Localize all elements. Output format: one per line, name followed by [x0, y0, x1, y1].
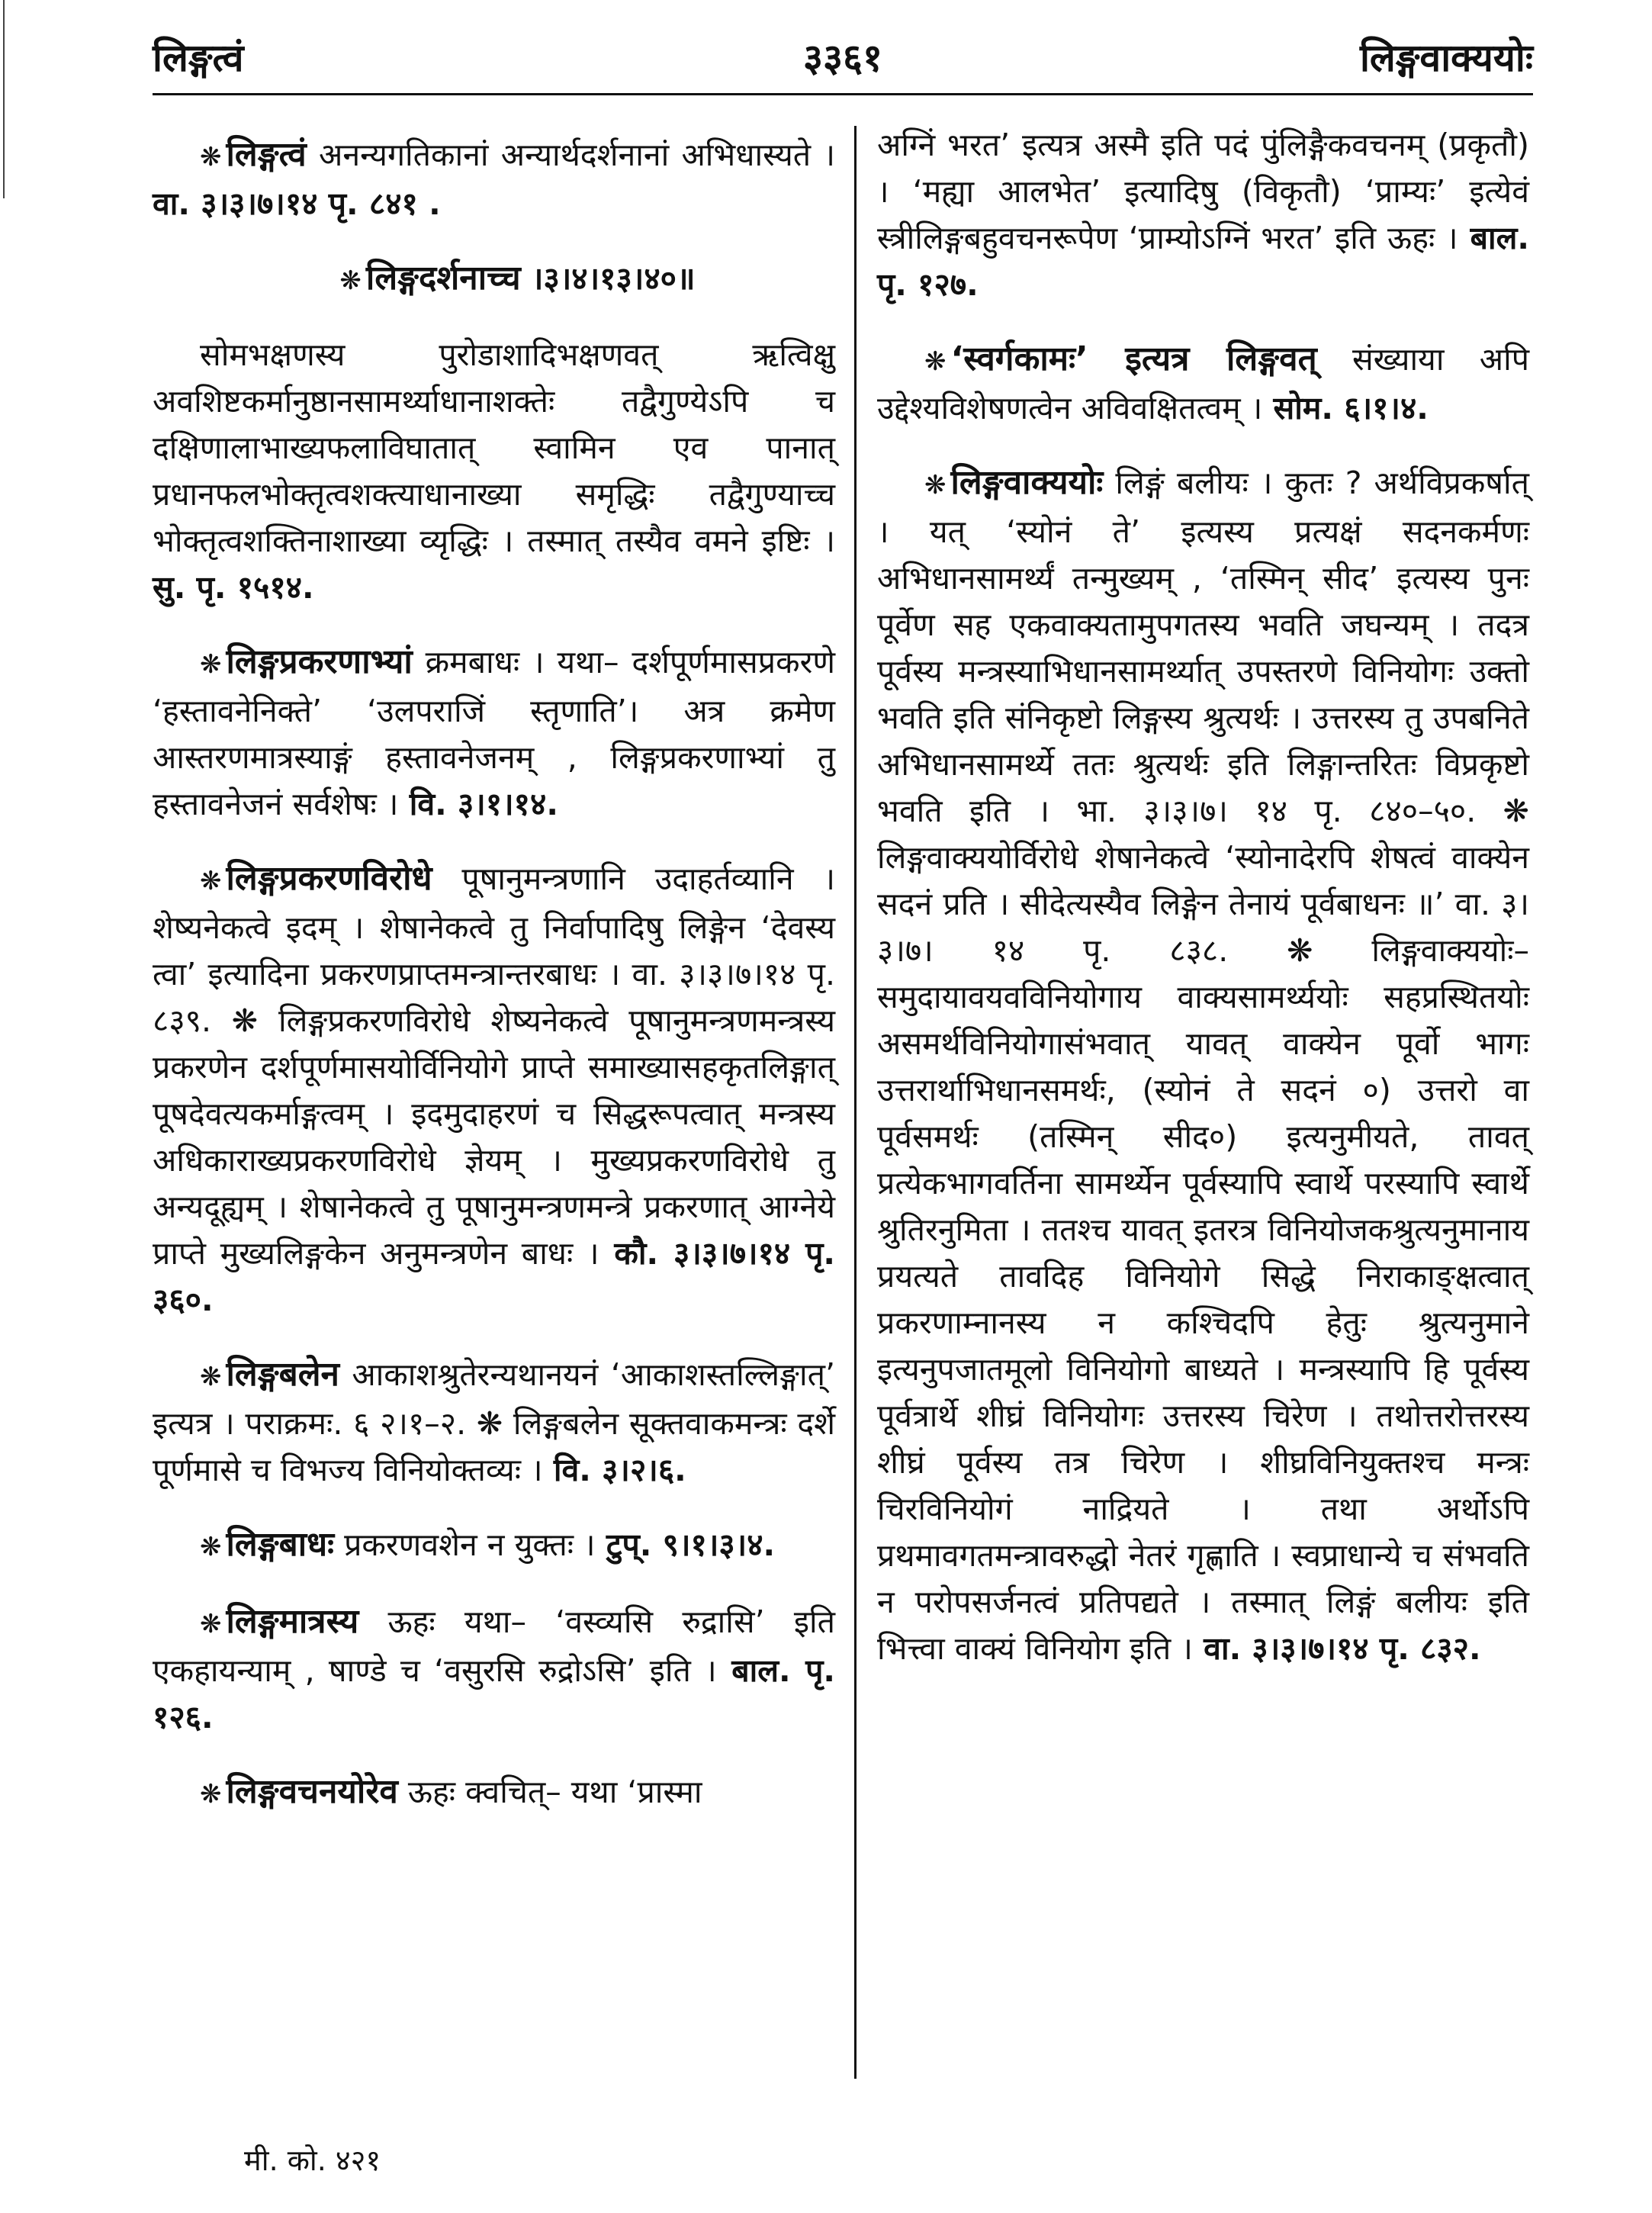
- entry-text: ऊहः यथा– ‘वस्व्यसि रुद्रासि’ इति एकहायन्याम् , षाण्डे च ‘वसुरसि रुद्रोऽसि’ इति ।: [153, 1603, 835, 1689]
- entry-star-icon: ❋: [200, 1532, 222, 1562]
- entry-star-icon: ❋: [200, 1609, 222, 1639]
- entry-text: आकाशश्रुतेरन्यथानयनं ‘आकाशस्तल्लिङ्गात्’ इत्यत्र । पराक्रमः. ६ २।१–२. ❋ लिङ्गबलेन सूक्तवाकमन्त्रः दर्शे पूर्णमासे च विभज्य विनियोक्तव्यः ।: [153, 1356, 835, 1488]
- entry-reference: वा. ३।३।७।१४ पृ. ८३२.: [1192, 1630, 1481, 1667]
- entry-headword: लिङ्गमात्रस्य: [226, 1602, 359, 1641]
- dictionary-entry: [153, 855, 835, 1324]
- dictionary-entry: [153, 131, 835, 227]
- entry-headword: लिङ्गदर्शनाच्च: [365, 259, 521, 298]
- dictionary-entry: [877, 122, 1529, 308]
- entry-text: लिङ्गं बलीयः । कुतः ? अर्थविप्रकर्षात् । यत् ‘स्योनं ते’ इत्यस्य प्रत्यक्षं सदनकर्मणः अभिधानसामर्थ्यं तन्मुख्यम् , ‘तस्मिन् सीद’ इत्यस्य पुनः पूर्वेण सह एकवाक्यतामुपगतस्य भवति जघन्यम् । तदत्र पूर्वस्य मन्त्रस्याभिधानसामर्थ्यात् उपस्तरणे विनियोगः उक्तो भवति इति संनिकृष्टो लिङ्गस्य श्रुत्यर्थः । उत्तरस्य तु उपबनिते अभिधानसामर्थ्ये ततः श्रुत्यर्थः इति लिङ्गान्तरितः विप्रकृष्टो भवति इति । भा. ३।३।७। १४ पृ. ८४०–५०. ❋ लिङ्गवाक्ययोर्विरोधे शेषानेकत्वे ‘स्योनादेरपि शेषत्वं वाक्येन सदनं प्रति । सीदेत्यस्यैव लिङ्गेन तेनायं पूर्वबाधनः ॥’ वा. ३।३।७। १४ पृ. ८३८. ❋ लिङ्गवाक्ययोः– समुदायावयवविनियोगाय वाक्यसामर्थ्ययोः सहप्रस्थितयोः असमर्थविनियोगासंभवात् यावत् वाक्येन पूर्वो भागः उत्तरार्थाभिधानसमर्थः, (स्योनं ते सदनं ०) उत्तरो वा पूर्वसमर्थः (तस्मिन् सीद०) इत्यनुमीयते, तावत् प्रत्येकभागवर्तिना सामर्थ्येन पूर्वस्यापि स्वार्थे परस्यापि स्वार्थे श्रुतिरनुमिता । ततश्च यावत् इतरत्र विनियोजकश्रुत्यनुमानाय प्रयत्यते तावदिह विनियोगे सिद्धे निराकाङ्क्षत्वात् प्रकरणाम्नानस्य न कश्चिदपि हेतुः श्रुत्यनुमाने इत्यनुपजातमूलो विनियोगो बाध्यते । मन्त्रस्यापि हि पूर्वस्य पूर्वत्रार्थे शीघ्रं विनियोगः उत्तरस्य चिरेण । तथोत्तरोत्तरस्य शीघ्रं पूर्वस्य तत्र चिरेण । शीघ्रविनियुक्तश्च मन्त्रः चिरविनियोगं नाद्रियते । तथा अर्थोऽपि प्रथमावगतमन्त्रावरुद्धो नेतरं गृह्णाति । स्वप्राधान्ये च संभवति न परोपसर्जनत्वं प्रतिपद्यते । तस्मात् लिङ्गं बलीयः इति भित्त्वा वाक्यं विनियोग इति ।: [877, 465, 1529, 1667]
- entry-reference: ।३।४।१३।४०॥: [520, 260, 696, 297]
- entry-reference: टुप्. ९।१।३।४.: [595, 1526, 776, 1563]
- entry-reference: वि. ३।२।६.: [542, 1452, 686, 1488]
- header-left-guideword: लिङ्गत्वं: [153, 36, 244, 80]
- entry-headword: लिङ्गवचनयोरेव: [226, 1772, 398, 1811]
- entry-text: अनन्यगतिकानां अन्यार्थदर्शनानां अभिधास्यते ।: [306, 137, 835, 173]
- entry-star-icon: ❋: [200, 142, 222, 172]
- entry-star-icon: ❋: [200, 1779, 222, 1809]
- entry-star-icon: ❋: [924, 346, 947, 377]
- entry-text: संख्याया अपि उद्देश्यविशेषणत्वेन अविवक्षितत्वम् ।: [877, 341, 1529, 426]
- entry-headword: लिङ्गप्रकरणाभ्यां: [226, 642, 413, 681]
- left-column: [153, 131, 835, 1845]
- entry-headword: ‘स्वर्गकामः’ इत्यत्र लिङ्गवत्: [950, 339, 1317, 378]
- entry-star-icon: ❋: [200, 649, 222, 680]
- dictionary-entry: [877, 459, 1529, 1672]
- dictionary-entry: [153, 332, 835, 611]
- entry-text: प्रकरणवशेन न युक्तः ।: [334, 1526, 596, 1563]
- dictionary-entry: [153, 255, 835, 304]
- dictionary-entry: [153, 638, 835, 828]
- entry-headword: लिङ्गबलेन: [226, 1355, 339, 1394]
- dictionary-entry: [153, 1598, 835, 1741]
- entry-text: ऊहः क्वचित्– यथा ‘प्रास्मा: [397, 1774, 702, 1810]
- entry-reference: बाल. पृ. १२७.: [877, 220, 1529, 303]
- entry-text: अग्निं भरत’ इत्यत्र अस्मै इति पदं पुंलिङ्गैकवचनम् (प्रकृतौ) । ‘मह्या आलभेत’ इत्यादिषु (विकृतौ) ‘प्राम्यः’ इत्येवं स्त्रीलिङ्गबहुवचनरूपेण ‘प्राम्योऽग्निं भरत’ इति ऊहः ।: [877, 127, 1529, 256]
- column-divider: [854, 126, 857, 2079]
- entry-star-icon: ❋: [924, 470, 947, 500]
- entry-headword: लिङ्गप्रकरणविरोधे: [226, 859, 432, 898]
- entry-text: क्रमबाधः । यथा– दर्शपूर्णमासप्रकरणे ‘हस्तावनेनिक्ते’ ‘उलपराजिं स्तृणाति’। अत्र क्रमेण आस्तरणमात्रस्याङ्गं हस्तावनेजनम् , लिङ्गप्रकरणाभ्यां तु हस्तावनेजनं सर्वशेषः ।: [153, 644, 835, 822]
- entry-reference: वि. ३।१।१४.: [398, 786, 558, 822]
- entry-star-icon: ❋: [339, 265, 362, 296]
- dictionary-entry: [877, 336, 1529, 432]
- entry-reference: बाल. पृ. १२६.: [153, 1652, 835, 1735]
- entry-text: सोमभक्षणस्य पुरोडाशादिभक्षणवत् ऋत्विक्षु अवशिष्टकर्मानुष्ठानसामर्थ्याधानाशक्तेः तद्वैगुण्येऽपि च दक्षिणालाभाख्यफलाविघातात् स्वामिन एव पानात् प्रधानफलभोक्तृत्वशक्त्याधानाख्या समृद्धिः तद्वैगुण्याच्च भोक्तृत्वशक्तिनाशाख्या व्यृद्धिः । तस्मात् तस्यैव वमने इष्टिः ।: [153, 336, 835, 559]
- scan-edge-mark: [3, 0, 5, 198]
- page-header: [153, 23, 1533, 92]
- header-rule: [153, 93, 1533, 95]
- dictionary-entry: [153, 1351, 835, 1494]
- entry-star-icon: ❋: [200, 1362, 222, 1392]
- entry-reference: सोम. ६।१।४.: [1262, 390, 1429, 426]
- dictionary-entry: [153, 1768, 835, 1818]
- entry-reference: सु. पृ. १५१४.: [153, 569, 314, 606]
- entry-reference: कौ. ३।३।७।१४ पृ. ३६०.: [153, 1235, 835, 1318]
- dictionary-entry: [153, 1521, 835, 1571]
- entry-star-icon: ❋: [200, 866, 222, 896]
- entry-headword: लिङ्गवाक्ययोः: [950, 463, 1104, 502]
- page-footer: मी. को. ४२१: [244, 2144, 381, 2177]
- right-column: [877, 122, 1529, 1700]
- entry-text: पूषानुमन्त्रणानि उदाहर्तव्यानि । शेष्यनेकत्वे इदम् । शेषानेकत्वे तु निर्वापादिषु लिङ्गेन ‘देवस्य त्वा’ इत्यादिना प्रकरणप्राप्तमन्त्रान्तरबाधः । वा. ३।३।७।१४ पृ. ८३९. ❋ लिङ्गप्रकरणविरोधे शेष्यनेकत्वे पूषानुमन्त्रणमन्त्रस्य प्रकरणेन दर्शपूर्णमासयोर्विनियोगे प्राप्ते समाख्यासहकृतलिङ्गात् पूषदेवत्यकर्माङ्गत्वम् । इदमुदाहरणं च सिद्धरूपत्वात् मन्त्रस्य अधिकाराख्यप्रकरणविरोधे ज्ञेयम् । मुख्यप्रकरणविरोधे तु अन्यदूह्यम् । शेषानेकत्वे तु पूषानुमन्त्रणमन्त्रे प्रकरणात् आग्नेये प्राप्ते मुख्यलिङ्गकेन अनुमन्त्रणेन बाधः ।: [153, 860, 835, 1272]
- entry-headword: लिङ्गबाधः: [226, 1525, 335, 1564]
- page-number: ३३६१: [803, 36, 882, 80]
- header-right-guideword: लिङ्गवाक्ययोः: [1359, 36, 1533, 80]
- entry-headword: लिङ्गत्वं: [226, 135, 307, 174]
- entry-reference: वा. ३।३।७।१४ पृ. ८४१ .: [153, 185, 441, 222]
